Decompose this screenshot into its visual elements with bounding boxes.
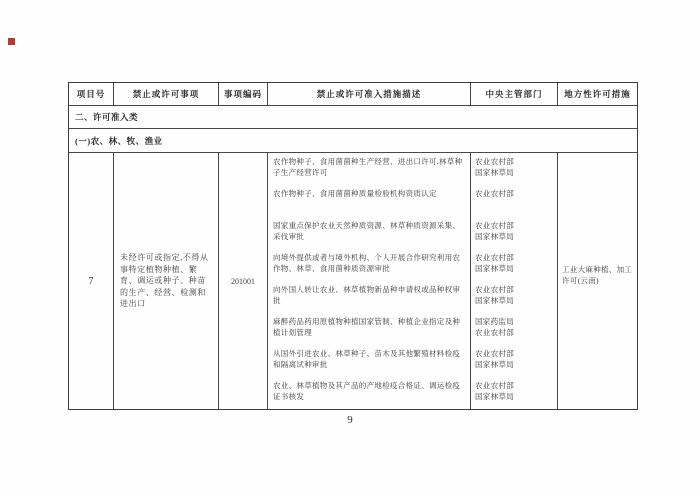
header-local-measures: 地方性许可措施 [564, 89, 631, 99]
department-name: 国家林草局 [475, 167, 514, 177]
measure-departments [471, 249, 557, 281]
department-name: 农业农村部 [475, 381, 514, 390]
measure-description: 麻醉药品药用原植物种植国家管制、种植企业指定及种植计划管理 [268, 313, 471, 345]
department-name: 国家林草局 [475, 391, 514, 401]
measures-list [268, 153, 557, 409]
measure-row [268, 377, 557, 409]
measure-row [268, 281, 557, 313]
department-name: 国家林草局 [475, 231, 514, 241]
department-name: 国家药监局 [475, 317, 514, 326]
item-row [69, 153, 637, 409]
measure-departments [471, 217, 557, 249]
department-name: 农业农村部 [475, 157, 514, 166]
measure-description: 从国外引进农业、林草种子、苗木及其他繁殖材料检疫和隔离试种审批 [268, 345, 471, 377]
header-prohibited-or-permitted-matter: 禁止或许可事项 [114, 83, 219, 105]
measure-description: 向境外提供或者与境外机构、个人开展合作研究利用农作物、林草、食用菌种质资源审批 [268, 249, 471, 281]
red-corner-mark [8, 38, 15, 45]
department-name: 国家林草局 [475, 263, 514, 273]
department-name: 农业农村部 [475, 189, 514, 198]
measure-row [268, 313, 557, 345]
department-name: 农业农村部 [475, 327, 514, 337]
item-number: 7 [69, 153, 114, 409]
section-title: 二、许可准入类 [75, 112, 139, 122]
measures-and-departments [268, 153, 558, 409]
subsection-row [69, 129, 637, 153]
measure-description: 国家重点保护农业天然种质资源、林草种质资源采集、采伐审批 [268, 217, 471, 249]
measure-description: 农作物种子、食用菌菌种生产经营、进出口许可,林草种子生产经营许可 [268, 153, 471, 185]
header-item-number: 项目号 [69, 83, 114, 105]
measure-row [268, 345, 557, 377]
measure-departments [471, 313, 557, 345]
measure-departments [471, 153, 557, 185]
local-measure-text: 工业大麻种植、加工许可(云南) [562, 265, 633, 285]
measure-departments [471, 185, 557, 217]
department-name: 农业农村部 [475, 349, 514, 358]
measure-row [268, 185, 557, 217]
header-measure-description: 禁止或许可准入措施描述 [268, 83, 471, 105]
department-name: 农业农村部 [475, 253, 514, 262]
measure-row [268, 153, 557, 185]
department-name: 国家林草局 [475, 359, 514, 369]
header-matter-code: 事项编码 [219, 83, 268, 105]
measure-description: 农业、林草植物及其产品的产地检疫合格证、调运检疫证书核发 [268, 377, 471, 409]
department-name: 农业农村部 [475, 285, 514, 294]
subsection-title: (一)农、林、牧、渔业 [75, 135, 163, 146]
permit-access-table [68, 82, 638, 410]
department-name: 农业农村部 [475, 221, 514, 230]
header-central-department: 中央主管部门 [471, 83, 558, 105]
section-row [69, 106, 637, 129]
measure-description: 农作物种子、食用菌菌种质量检验机构资质认定 [268, 185, 471, 217]
table-header-row [69, 83, 637, 106]
measure-description: 向外国人转让农业、林草植物新品种申请权或品种权审批 [268, 281, 471, 313]
page-number: 9 [347, 414, 353, 426]
measure-row [268, 249, 557, 281]
item-code: 201001 [219, 153, 268, 409]
measure-departments [471, 377, 557, 409]
measure-departments [471, 281, 557, 313]
measure-row [268, 217, 557, 249]
measure-departments [471, 345, 557, 377]
department-name: 国家林草局 [475, 295, 514, 305]
item-matter-text: 未经许可或指定,不得从事特定植物种植、繁育、调运或种子、种苗的生产、经营、检测和进出口 [114, 153, 219, 409]
